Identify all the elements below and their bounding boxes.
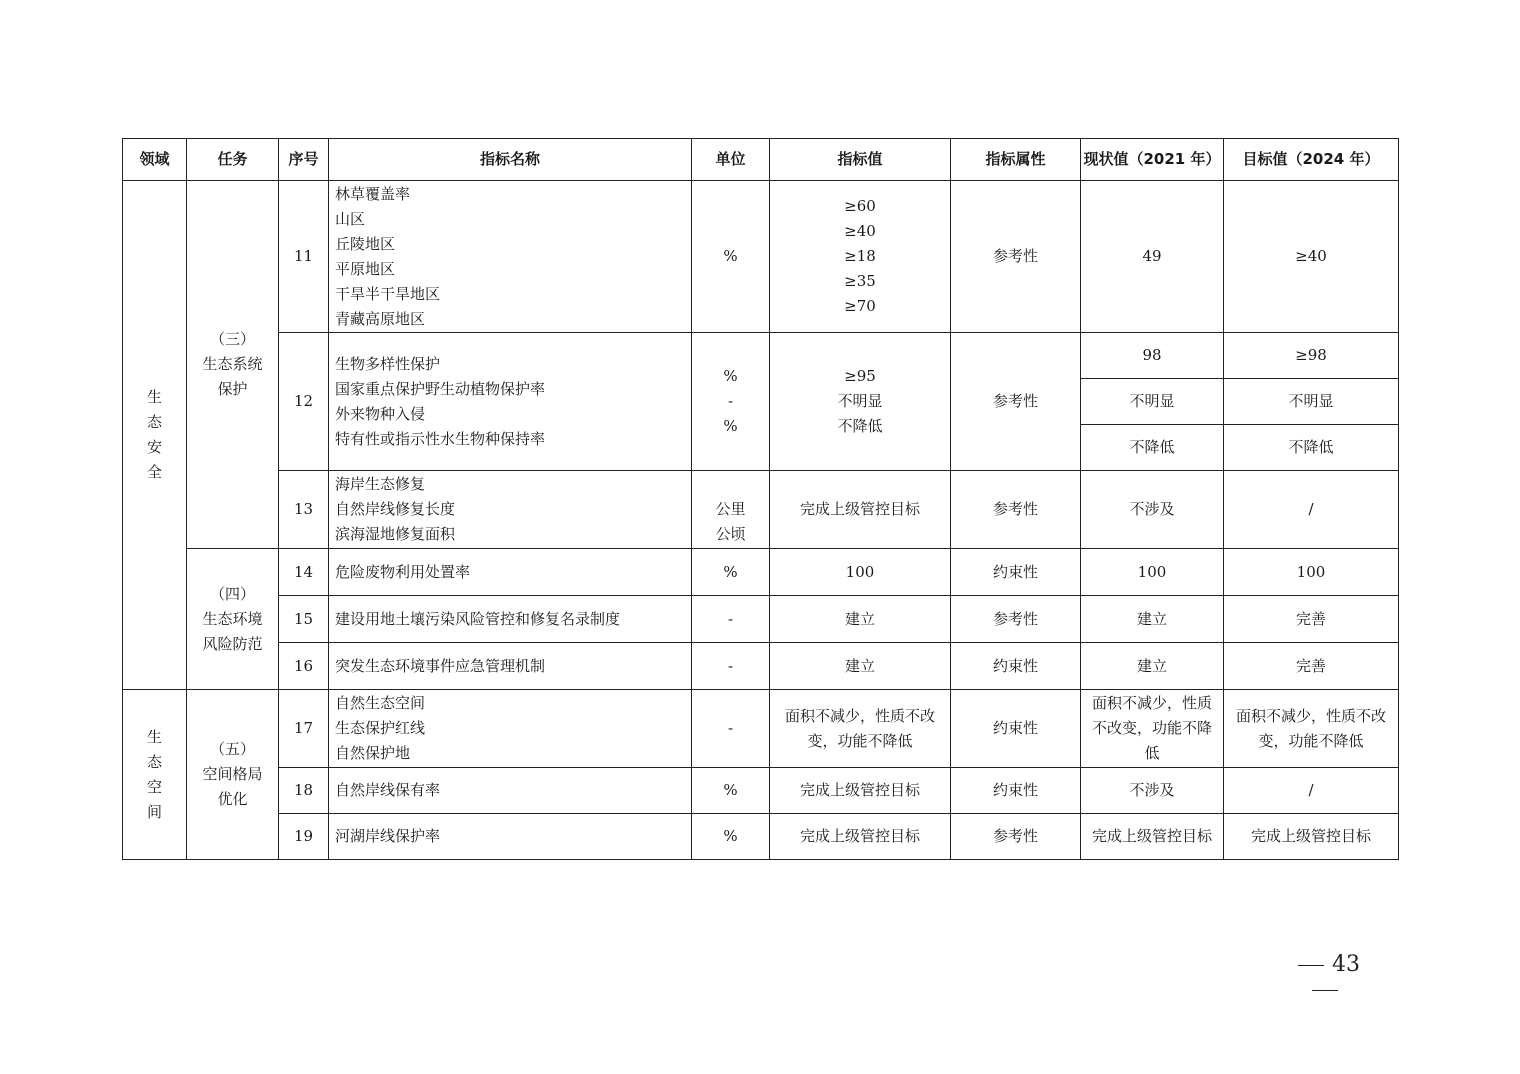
indicator-value: 完成上级管控目标 [770,814,951,860]
table-row [123,814,1399,860]
target-value: 完善 [1224,596,1399,643]
indicator-attr: 参考性 [951,596,1081,643]
current-value: 不涉及 [1081,471,1224,549]
indicator-name: 建设用地土壤污染风险管控和修复名录制度 [329,596,692,643]
row-no: 11 [279,181,329,333]
row-no: 17 [279,690,329,768]
indicator-attr: 约束性 [951,690,1081,768]
header-task: 任务 [187,139,279,181]
target-value: / [1224,471,1399,549]
table-row [123,549,1399,596]
task-eco-risk-prevention: （四） 生态环境 风险防范 [187,549,279,690]
header-current: 现状值（2021 年） [1081,139,1224,181]
table-row [123,768,1399,814]
indicator-value: 100 [770,549,951,596]
indicator-value: 完成上级管控目标 [770,471,951,549]
task-eco-system-protection: （三） 生态系统 保护 [187,181,279,549]
current-value: 98 [1081,333,1224,379]
table-row [123,471,1399,549]
indicator-name: 海岸生态修复 自然岸线修复长度 滨海湿地修复面积 [329,471,692,549]
indicator-attr: 参考性 [951,333,1081,471]
header-domain: 领域 [123,139,187,181]
target-value: 不降低 [1224,425,1399,471]
target-value: ≥98 [1224,333,1399,379]
unit: % [692,814,770,860]
task-space-optimization: （五） 空间格局 优化 [187,690,279,860]
current-value: 不降低 [1081,425,1224,471]
indicator-value: 面积不减少，性质不改变，功能不降低 [770,690,951,768]
header-row [123,139,1399,181]
indicator-attr: 约束性 [951,768,1081,814]
dash-left [1298,965,1324,966]
unit: % [692,549,770,596]
target-value: / [1224,768,1399,814]
current-value: 不明显 [1081,379,1224,425]
target-value: 完善 [1224,643,1399,690]
unit: - [692,596,770,643]
unit: - [692,690,770,768]
row-no: 18 [279,768,329,814]
header-target: 目标值（2024 年） [1224,139,1399,181]
row-no: 12 [279,333,329,471]
current-value: 不涉及 [1081,768,1224,814]
page-number: 43 [1270,952,1380,1002]
row-no: 19 [279,814,329,860]
indicator-attr: 约束性 [951,643,1081,690]
current-value: 建立 [1081,643,1224,690]
unit: % [692,768,770,814]
indicator-attr: 参考性 [951,471,1081,549]
indicator-attr: 约束性 [951,549,1081,596]
indicator-table [122,138,1399,860]
current-value: 100 [1081,549,1224,596]
table-row [123,181,1399,333]
header-attr: 指标属性 [951,139,1081,181]
target-value: 不明显 [1224,379,1399,425]
indicator-name: 生物多样性保护 国家重点保护野生动植物保护率 外来物种入侵 特有性或指示性水生物种保持率 [329,333,692,471]
table-row [123,333,1399,379]
target-value: 完成上级管控目标 [1224,814,1399,860]
target-value: 100 [1224,549,1399,596]
header-no: 序号 [279,139,329,181]
table-row [123,596,1399,643]
row-no: 15 [279,596,329,643]
unit: - [692,643,770,690]
indicator-name: 河湖岸线保护率 [329,814,692,860]
indicator-attr: 参考性 [951,181,1081,333]
current-value: 49 [1081,181,1224,333]
table-row [123,643,1399,690]
target-value: ≥40 [1224,181,1399,333]
current-value: 完成上级管控目标 [1081,814,1224,860]
indicator-name: 危险废物利用处置率 [329,549,692,596]
indicator-name: 突发生态环境事件应急管理机制 [329,643,692,690]
dash-right [1312,990,1338,991]
unit: 公里 公顷 [692,471,770,549]
indicator-name: 林草覆盖率 山区 丘陵地区 平原地区 干旱半干旱地区 青藏高原地区 [329,181,692,333]
header-value: 指标值 [770,139,951,181]
current-value: 建立 [1081,596,1224,643]
row-no: 16 [279,643,329,690]
target-value: 面积不减少，性质不改变，功能不降低 [1224,690,1399,768]
header-name: 指标名称 [329,139,692,181]
unit: % [692,181,770,333]
indicator-value: ≥60 ≥40 ≥18 ≥35 ≥70 [770,181,951,333]
indicator-attr: 参考性 [951,814,1081,860]
indicator-value: 建立 [770,596,951,643]
row-no: 14 [279,549,329,596]
table-row [123,690,1399,768]
domain-eco-security: 生 态 安 全 [123,181,187,690]
indicator-value: 完成上级管控目标 [770,768,951,814]
indicator-name: 自然岸线保有率 [329,768,692,814]
header-unit: 单位 [692,139,770,181]
unit: % - % [692,333,770,471]
current-value: 面积不减少，性质不改变，功能不降低 [1081,690,1224,768]
row-no: 13 [279,471,329,549]
indicator-value: 建立 [770,643,951,690]
indicator-value: ≥95 不明显 不降低 [770,333,951,471]
indicator-name: 自然生态空间 生态保护红线 自然保护地 [329,690,692,768]
domain-eco-space: 生 态 空 间 [123,690,187,860]
